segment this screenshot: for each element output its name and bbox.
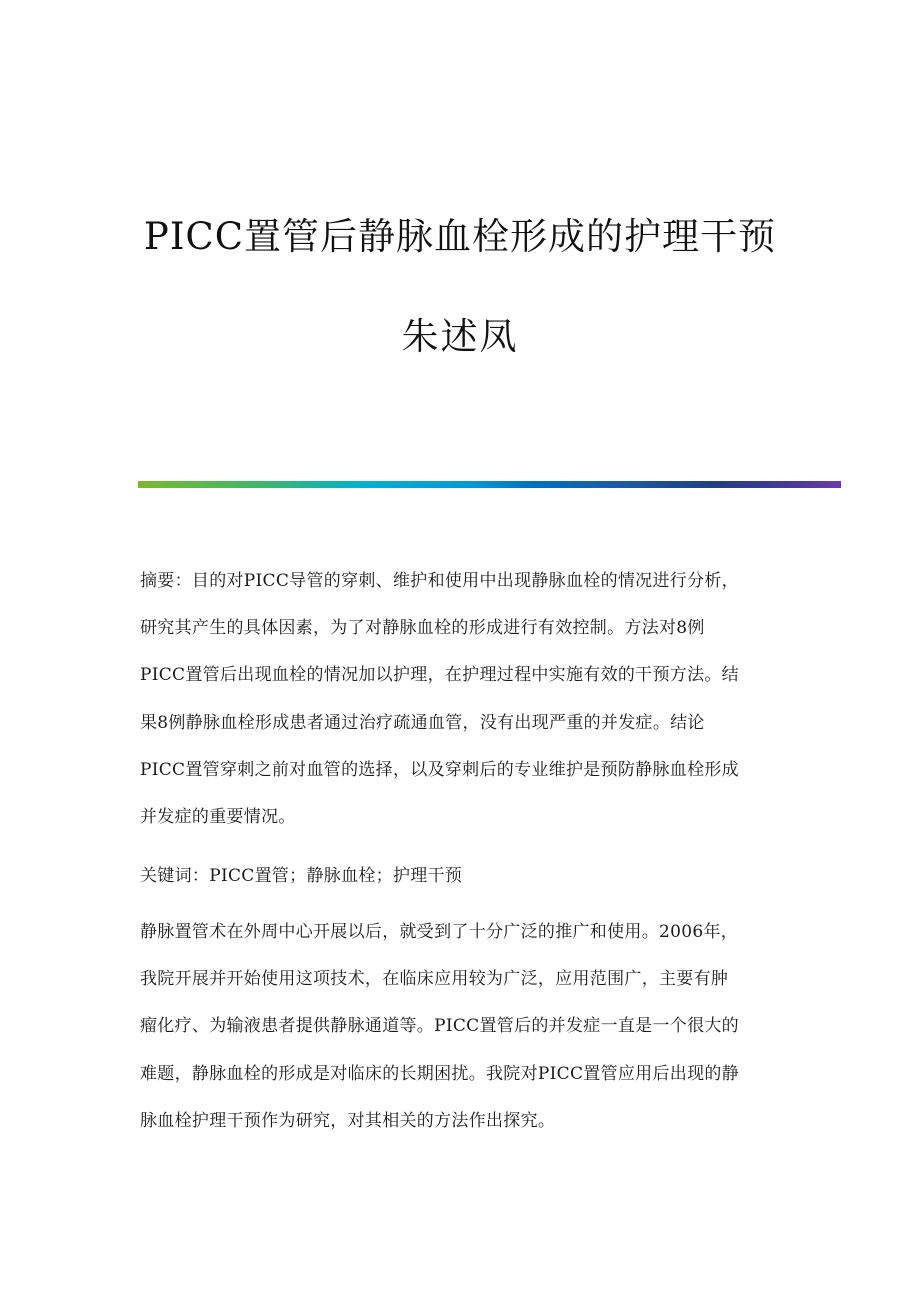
abstract-line: PICC置管穿刺之前对血管的选择，以及穿刺后的专业维护是预防静脉血栓形成 (140, 760, 739, 780)
intro-line: 难题，静脉血栓的形成是对临床的长期困扰。我院对PICC置管应用后出现的静 (140, 1064, 739, 1084)
abstract-line: 果8例静脉血栓形成患者通过治疗疏通血管，没有出现严重的并发症。结论 (140, 713, 705, 733)
abstract-line: PICC置管后出现血栓的情况加以护理，在护理过程中实施有效的干预方法。结 (140, 665, 739, 685)
abstract-line: 并发症的重要情况。 (140, 807, 296, 827)
intro-line: 脉血栓护理干预作为研究，对其相关的方法作出探究。 (140, 1111, 556, 1131)
abstract-line: 摘要：目的对PICC导管的穿刺、维护和使用中出现静脉血栓的情况进行分析， (140, 571, 739, 591)
document-title: PICC置管后静脉血栓形成的护理干预 (143, 215, 777, 258)
intro-line: 静脉置管术在外周中心开展以后，就受到了十分广泛的推广和使用。2006年， (140, 922, 739, 942)
gradient-divider (138, 481, 841, 488)
intro-line: 瘤化疗、为输液患者提供静脉通道等。PICC置管后的并发症一直是一个很大的 (140, 1016, 739, 1036)
intro-line: 我院开展并开始使用这项技术，在临床应用较为广泛，应用范围广，主要有肿 (140, 969, 729, 989)
author-name: 朱述凤 (401, 315, 519, 358)
abstract-line: 研究其产生的具体因素，为了对静脉血栓的形成进行有效控制。方法对8例 (140, 618, 705, 638)
keywords-line: 关键词：PICC置管；静脉血栓；护理干预 (140, 866, 463, 886)
